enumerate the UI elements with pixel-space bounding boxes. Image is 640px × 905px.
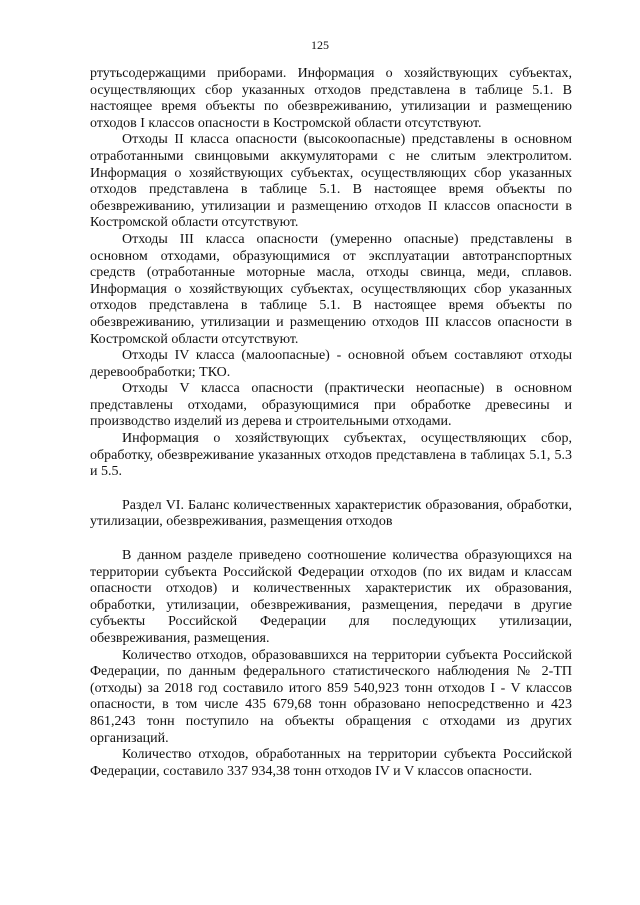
section-heading: Раздел VI. Баланс количественных характеристик образования, обработки, утилизации, обезвреживания, размещения отходов [90, 497, 572, 530]
paragraph-6: Информация о хозяйствующих субъектах, осуществляющих сбор, обработку, обезвреживание указанных отходов представлена в таблицах 5.1, 5.3 и 5.5. [90, 431, 572, 480]
paragraph-1: ртутьсодержащими приборами. Информация о хозяйствующих субъектах, осуществляющих сбор указанных отходов представлена в таблице 5.1. В настоящее время объекты по обезвреживанию, утилизации и размещению отходов I классов опасности в Костромской области отсутствуют. [90, 66, 572, 131]
spacer [90, 531, 572, 548]
paragraph-2: Отходы II класса опасности (высокоопасные) представлены в основном отработанными свинцовыми аккумуляторами с не слитым электролитом. Информация о хозяйствующих субъектах, осуществляющих сбор указанных отходов представлена в таблице 5.1. В настоящее время объекты по обезвреживанию, утилизации и размещению отходов II классов опасности в Костромской области отсутствуют. [90, 132, 572, 231]
section-paragraph-2: Количество отходов, образовавшихся на территории субъекта Российской Федерации, по данным федерального статистического наблюдения № 2-ТП (отходы) за 2018 год составило итого 859 540,923 тонн отходов I - V классов опасности, в том числе 435 679,68 тонн образовано непосредственно и 423 861,243 тонн поступило на объекты обращения с отходами из других организаций. [90, 647, 572, 746]
section-paragraph-3: Количество отходов, обработанных на территории субъекта Российской Федерации, составило 337 934,38 тонн отходов IV и V классов опасности. [90, 747, 572, 779]
paragraph-3: Отходы III класса опасности (умеренно опасные) представлены в основном отходами, образующимися от эксплуатации автотранспортных средств (отработанные моторные масла, отходы свинца, меди, сплавов. Информация о хозяйствующих субъектах, осуществляющих сбор указанных отходов представлена в таблице 5.1. В настоящее время объекты по обезвреживанию, утилизации и размещению отходов III классов опасности в Костромской области отсутствуют. [90, 231, 572, 347]
page-number: 125 [311, 38, 329, 52]
paragraph-4: Отходы IV класса (малоопасные) - основной объем составляют отходы деревообработки; ТКО. [90, 348, 572, 380]
paragraph-5: Отходы V класса опасности (практически неопасные) в основном представлены отходами, образующимися при обработке древесины и производство изделий из дерева и строительными отходами. [90, 381, 572, 430]
section-paragraph-1: В данном разделе приведено соотношение количества образующихся на территории субъекта Российской Федерации отходов (по их видам и классам опасности отходов) и количественных характеристик их образования, обработки, утилизации, обезвреживания, размещения, передачи в другие субъекты Российской Федерации для последующих утилизации, обезвреживания, размещения. [90, 548, 572, 646]
spacer [90, 481, 572, 498]
page-content [90, 66, 572, 780]
